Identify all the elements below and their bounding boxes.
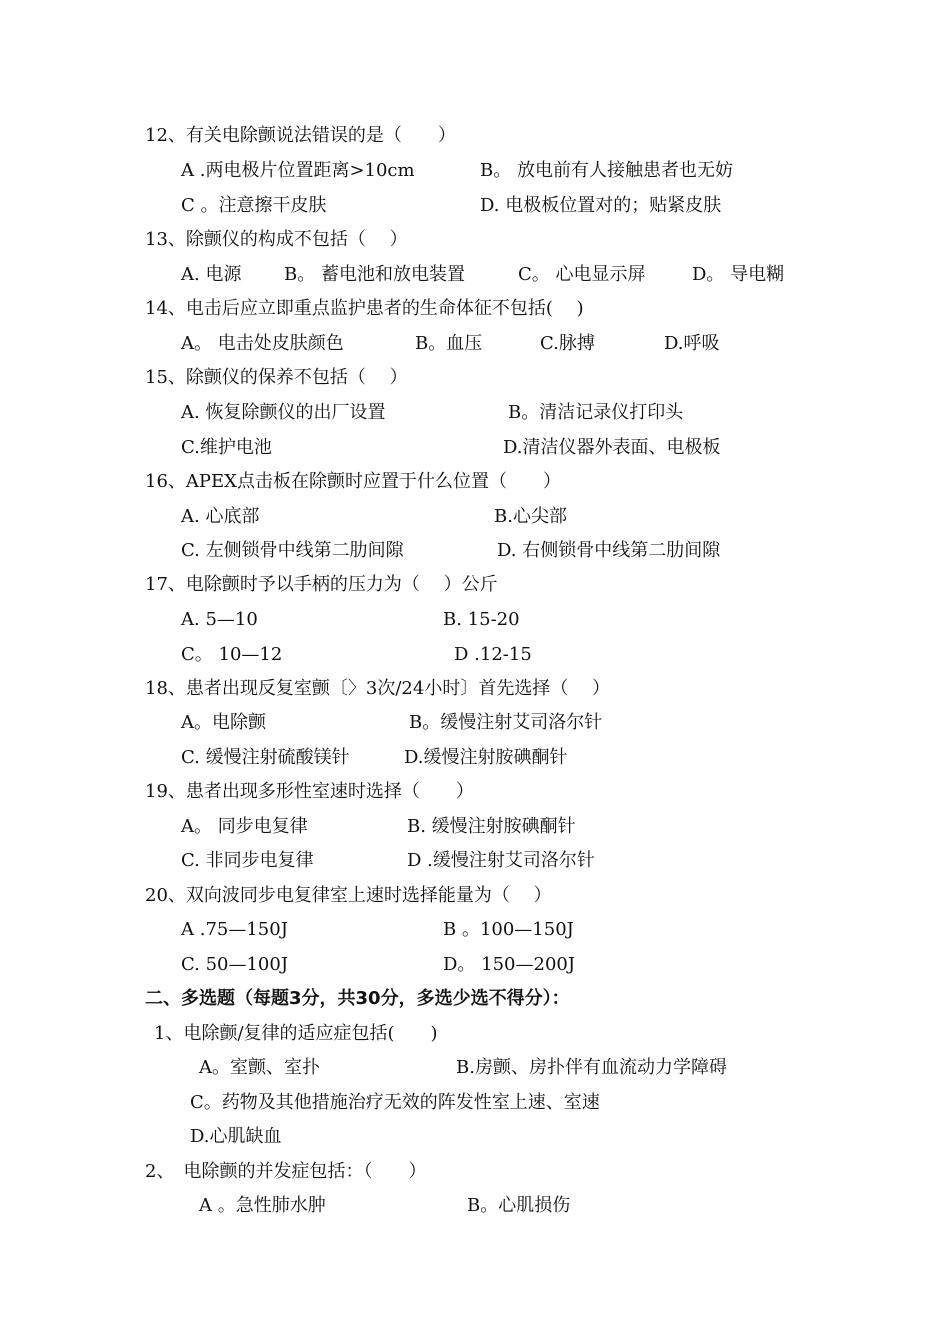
- question-14-option-a: A。 电击处皮肤颜色: [181, 333, 344, 354]
- question-13-stem: 13、除颤仪的构成不包括（ ）: [145, 229, 408, 250]
- multi-question-2-option-a: A 。急性肺水肿: [199, 1195, 326, 1216]
- question-16-option-b: B.心尖部: [494, 506, 567, 527]
- question-12-option-d: D. 电极板位置对的；贴紧皮肤: [480, 195, 722, 216]
- question-19-option-b: B. 缓慢注射胺碘酮针: [407, 816, 576, 837]
- question-17-option-b: B. 15-20: [443, 609, 520, 630]
- question-14-option-d: D.呼吸: [664, 333, 720, 354]
- question-15-option-d: D.清洁仪器外表面、电极板: [503, 437, 721, 458]
- question-13-option-d: D。 导电糊: [692, 264, 785, 285]
- question-20-stem: 20、双向波同步电复律室上速时选择能量为（ ）: [145, 885, 552, 906]
- question-18-option-c: C. 缓慢注射硫酸镁针: [181, 747, 350, 768]
- multi-question-1-option-b: B.房颤、房扑伴有血流动力学障碍: [456, 1057, 727, 1078]
- question-15-option-c: C.维护电池: [181, 437, 272, 458]
- question-16-option-d: D. 右侧锁骨中线第二肋间隙: [497, 540, 721, 561]
- multi-question-2-option-b: B。心肌损伤: [467, 1195, 571, 1216]
- question-15-option-a: A. 恢复除颤仪的出厂设置: [181, 402, 386, 423]
- question-19-stem: 19、患者出现多形性室速时选择（ ）: [145, 781, 474, 802]
- question-19-option-d: D .缓慢注射艾司洛尔针: [407, 850, 595, 871]
- question-18-stem: 18、患者出现反复室颤〔〉3次/24小时〕首先选择（ ）: [145, 678, 611, 699]
- question-19-option-a: A。 同步电复律: [181, 816, 308, 837]
- question-20-option-a: A .75—150J: [181, 919, 288, 940]
- question-20-option-b: B 。100—150J: [443, 919, 574, 940]
- question-14-stem: 14、电击后应立即重点监护患者的生命体征不包括( ): [145, 298, 584, 319]
- question-17-option-c: C。 10—12: [181, 644, 283, 665]
- question-12-option-b: B。 放电前有人接触患者也无妨: [480, 160, 733, 181]
- question-13-option-b: B。 蓄电池和放电装置: [284, 264, 465, 285]
- section-heading-multiple-choice: 二、多选题（每题3分，共30分，多选少选不得分）：: [145, 988, 570, 1009]
- question-20-option-d: D。 150—200J: [443, 954, 576, 975]
- question-16-option-a: A. 心底部: [181, 506, 260, 527]
- question-14-option-c: C.脉搏: [540, 333, 595, 354]
- question-17-stem: 17、电除颤时予以手柄的压力为（ ）公斤: [145, 574, 498, 595]
- multi-question-1-stem: 1、电除颤/复律的适应症包括( ): [154, 1023, 438, 1044]
- question-12-option-a: A .两电极片位置距离>10cm: [181, 160, 415, 181]
- question-17-option-a: A. 5—10: [181, 609, 258, 630]
- multi-question-2-stem: 2、 电除颤的并发症包括：（ ）: [145, 1161, 427, 1182]
- question-12-option-c: C 。注意擦干皮肤: [181, 195, 327, 216]
- question-18-option-b: B。缓慢注射艾司洛尔针: [409, 712, 603, 733]
- question-13-option-c: C。 心电显示屏: [518, 264, 646, 285]
- multi-question-1-option-d: D.心肌缺血: [190, 1126, 282, 1147]
- multi-question-1-option-c: C。药物及其他措施治疗无效的阵发性室上速、室速: [190, 1092, 600, 1113]
- question-19-option-c: C. 非同步电复律: [181, 850, 314, 871]
- question-18-option-a: A。电除颤: [181, 712, 266, 733]
- question-17-option-d: D .12-15: [454, 644, 532, 665]
- question-16-stem: 16、APEX点击板在除颤时应置于什么位置（ ）: [145, 471, 561, 492]
- question-18-option-d: D.缓慢注射胺碘酮针: [404, 747, 568, 768]
- question-14-option-b: B。血压: [415, 333, 483, 354]
- question-16-option-c: C. 左侧锁骨中线第二肋间隙: [181, 540, 404, 561]
- multi-question-1-option-a: A。室颤、室扑: [199, 1057, 320, 1078]
- question-15-stem: 15、除颤仪的保养不包括（ ）: [145, 367, 408, 388]
- question-13-option-a: A. 电源: [181, 264, 242, 285]
- question-12-stem: 12、有关电除颤说法错误的是（ ）: [145, 125, 456, 146]
- question-15-option-b: B。清洁记录仪打印头: [508, 402, 684, 423]
- question-20-option-c: C. 50—100J: [181, 954, 289, 975]
